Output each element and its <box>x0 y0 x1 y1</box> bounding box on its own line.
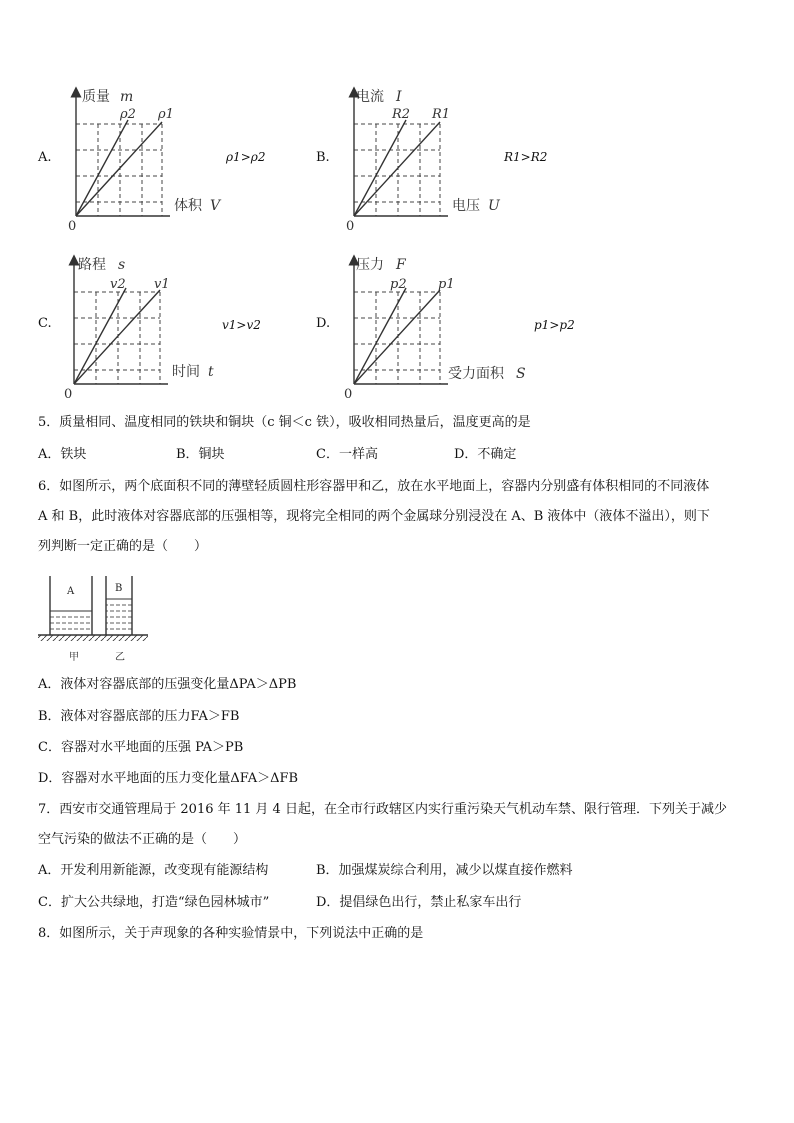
option-a-letter: A. <box>38 150 52 165</box>
q7-stem-line-2: 空气污染的做法不正确的是（ ） <box>38 832 247 847</box>
option-c-relation: v1>v2 <box>222 318 261 332</box>
q6-label-b: B <box>115 583 123 594</box>
graph-d-xvar: S <box>516 366 526 382</box>
graph-a-yvar: m <box>120 89 134 105</box>
graph-b-xlabel: 电压 <box>452 198 480 214</box>
graph-d-line-steep: p2 <box>390 277 407 292</box>
graph-c-origin: 0 <box>64 387 73 400</box>
option-d-letter: D. <box>316 316 331 331</box>
graph-d-origin: 0 <box>344 387 353 400</box>
q7-option-a[interactable]: A．开发利用新能源，改变现有能源结构 <box>38 863 269 878</box>
graph-b-line-steep: R2 <box>392 107 411 122</box>
option-a-relation: ρ1>ρ2 <box>226 150 266 164</box>
graph-d-ylabel: 压力 <box>356 257 384 273</box>
q6-stem-line-2: A 和 B，此时液体对容器底部的压强相等，现将完全相同的两个金属球分别浸没在 A、B 液体中（液体不溢出），则下 <box>38 509 710 524</box>
graph-d-force-area <box>340 250 540 400</box>
q6-container-figure <box>38 572 152 664</box>
option-b-letter: B. <box>316 150 330 165</box>
q5-option-c[interactable]: C．一样高 <box>316 447 378 462</box>
graph-d-xlabel: 受力面积 <box>448 366 504 382</box>
graph-c-xlabel: 时间 <box>172 364 200 380</box>
graph-a-line-steep: ρ2 <box>120 107 136 122</box>
q7-option-b[interactable]: B．加强煤炭综合利用，减少以煤直接作燃料 <box>316 863 573 878</box>
graph-c-line-shallow: v1 <box>154 277 170 292</box>
graph-d-line-shallow: p1 <box>438 277 455 292</box>
q7-option-c[interactable]: C．扩大公共绿地，打造“绿色园林城市” <box>38 895 270 910</box>
q5-option-a[interactable]: A．铁块 <box>38 447 87 462</box>
graph-c-xvar: t <box>208 364 214 380</box>
q8-stem: 8．如图所示，关于声现象的各种实验情景中，下列说法中正确的是 <box>38 926 424 941</box>
q6-option-d[interactable]: D．容器对水平地面的压力变化量ΔFA＞ΔFB <box>38 771 299 786</box>
option-d-relation: p1>p2 <box>534 318 575 332</box>
option-c-letter: C. <box>38 316 52 331</box>
q7-stem-line-1: 7．西安市交通管理局于 2016 年 11 月 4 日起，在全市行政辖区内实行重污染天气机动车禁、限行管理．下列关于减少 <box>38 802 727 817</box>
graph-d-yvar: F <box>396 257 406 273</box>
graph-c-ylabel: 路程 <box>78 257 106 273</box>
q5-option-b[interactable]: B．铜块 <box>176 447 225 462</box>
q7-option-d[interactable]: D．提倡绿色出行，禁止私家车出行 <box>316 895 522 910</box>
graph-a-origin: 0 <box>68 219 77 232</box>
graph-a-line-shallow: ρ1 <box>158 107 174 122</box>
q6-stem-line-1: 6．如图所示，两个底面积不同的薄壁轻质圆柱形容器甲和乙，放在水平地面上，容器内分别盛有体积相同的不同液体 <box>38 479 710 494</box>
graph-b-origin: 0 <box>346 219 355 232</box>
q6-option-a[interactable]: A．液体对容器底部的压强变化量ΔPA＞ΔPB <box>38 677 297 692</box>
graph-a-xvar: V <box>210 198 221 214</box>
q6-label-yi: 乙 <box>115 652 125 663</box>
q6-label-a: A <box>67 586 75 597</box>
q6-option-c[interactable]: C．容器对水平地面的压强 PA＞PB <box>38 740 244 755</box>
graph-b-ylabel: 电流 <box>356 89 384 105</box>
graph-b-xvar: U <box>488 198 500 214</box>
graph-c-yvar: s <box>118 257 126 273</box>
q6-label-jia: 甲 <box>69 652 79 663</box>
graph-a-ylabel: 质量 <box>82 89 110 105</box>
option-b-relation: R1>R2 <box>504 150 548 164</box>
graph-c-line-steep: v2 <box>110 277 126 292</box>
q6-stem-line-3: 列判断一定正确的是（ ） <box>38 539 208 554</box>
graph-b-current-voltage <box>340 82 520 232</box>
graph-b-line-shallow: R1 <box>432 107 451 122</box>
graph-c-distance-time <box>60 250 240 400</box>
graph-a-mass-volume <box>62 82 242 232</box>
q5-stem: 5．质量相同、温度相同的铁块和铜块（c 铜＜c 铁），吸收相同热量后，温度更高的是 <box>38 415 531 430</box>
graph-b-yvar: I <box>396 89 402 105</box>
graph-a-xlabel: 体积 <box>174 198 202 214</box>
q5-option-d[interactable]: D．不确定 <box>454 447 517 462</box>
q6-option-b[interactable]: B．液体对容器底部的压力FA＞FB <box>38 709 240 724</box>
